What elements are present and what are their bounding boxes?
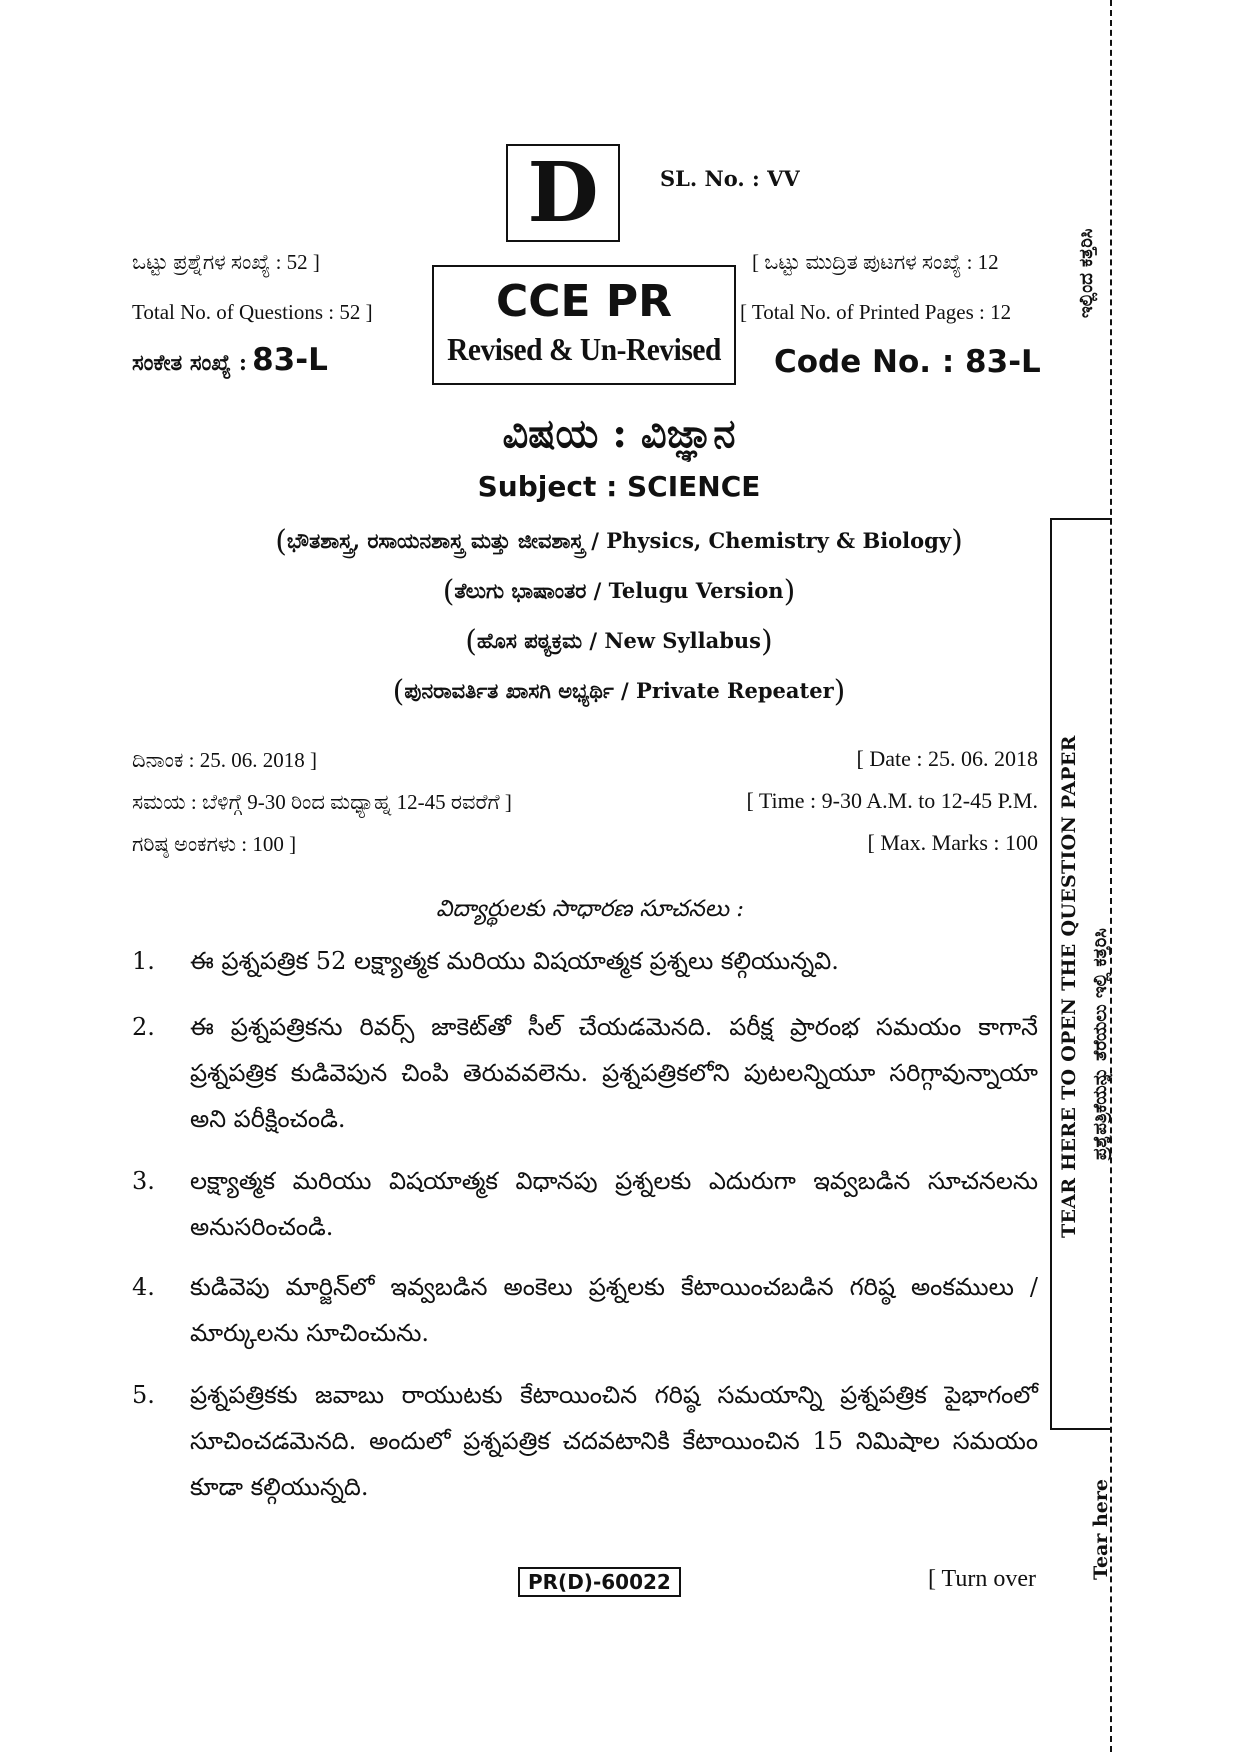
tear-label-kn: ಇಲ್ಲಿಂದ ಕತ್ತರಿಸಿ (1076, 228, 1097, 318)
instruction-item (132, 1158, 1038, 1250)
paper-code: PR(D)-60022 (518, 1567, 681, 1597)
subject-kn: ವಿಷಯ : ವಿಜ್ಞಾನ (502, 410, 736, 457)
syllabus-line: (ಹೊಸ ಪಠ್ಯಕ್ರಮ / New Syllabus) (465, 624, 773, 659)
instruction-text: ప్రశ్నపత్రికకు జవాబు రాయుటకు కేటాయించిన గరిష్ఠ సమయాన్ని ప్రశ్నపత్రిక పైభాగంలో సూచించడమెనది. అందులో ప్రశ్నపత్రిక చదవటానికి కేటాయించిన 15 నిమిషాల సమయం కూడా కల్గియున్నది. (190, 1381, 1038, 1501)
serial-number: SL. No. : VV (660, 166, 800, 191)
instruction-number: 3. (132, 1167, 155, 1195)
branches-line: (ಭೌತಶಾಸ್ತ್ರ, ರಸಾಯನಶಾಸ್ತ್ರ ಮತ್ತು ಜೀವಶಾಸ್ತ್ರ / Physics, Chemistry & Biology) (275, 524, 963, 559)
tear-here-label: Tear here (1090, 1479, 1112, 1580)
instruction-text: కుడివెపు మార్జిన్‌లో ఇవ్వబడిన అంకెలు ప్రశ్నలకు కేటాయించబడిన గరిష్ఠ అంకములు / మార్కులను సూచించును. (190, 1273, 1038, 1347)
cce-box (432, 265, 736, 385)
instruction-item (132, 1372, 1038, 1510)
total-questions-en: Total No. of Questions : 52 ] (132, 300, 373, 324)
date-kn: ದಿನಾಂಕ : 25. 06. 2018 ] (132, 748, 317, 772)
instruction-number: 1. (132, 947, 155, 975)
cce-subtitle: Revised & Un-Revised (447, 331, 721, 368)
branches-text: ಭೌತಶಾಸ್ತ್ರ, ರಸಾಯನಶಾಸ್ತ್ರ ಮತ್ತು ಜೀವಶಾಸ್ತ್ರ / Physics, Chemistry & Biology (286, 528, 952, 553)
code-value-kn: 83-L (252, 342, 328, 378)
instruction-number: 5. (132, 1381, 155, 1409)
candidate-line: (ಪುನರಾವರ್ತಿತ ಖಾಸಗಿ ಅಭ್ಯರ್ಥಿ / Private Repeater) (392, 674, 846, 709)
cce-title: CCE PR (495, 276, 673, 327)
marks-en: [ Max. Marks : 100 (867, 830, 1038, 855)
time-en: [ Time : 9-30 A.M. to 12-45 P.M. (746, 788, 1038, 813)
time-kn: ಸಮಯ : ಬೆಳಿಗ್ಗೆ 9-30 ರಿಂದ ಮಧ್ಯಾಹ್ನ 12-45 ರವರೆಗೆ ] (132, 790, 512, 814)
subject-en: Subject : SCIENCE (477, 470, 761, 503)
instruction-number: 4. (132, 1273, 155, 1301)
instructions-title: విద్యార్థులకు సాధారణ సూచనలు : (435, 896, 745, 922)
total-questions-kn: ಒಟ್ಟು ಪ್ರಶ್ನೆಗಳ ಸಂಖ್ಯೆ : 52 ] (132, 250, 320, 274)
code-number-en: Code No. : 83-L (774, 344, 1041, 380)
code-label-kn: ಸಂಕೇತ ಸಂಖ್ಯೆ : (132, 350, 248, 376)
version-text: ತೆಲುಗು ಭಾಷಾಂತರ / Telugu Version (454, 578, 784, 603)
total-pages-kn: [ ಒಟ್ಟು ಮುದ್ರಿತ ಪುಟಗಳ ಸಂಖ್ಯೆ : 12 (752, 250, 999, 274)
instruction-item (132, 1004, 1038, 1142)
tear-instruction: TEAR HERE TO OPEN THE QUESTION PAPER (1058, 735, 1080, 1238)
instruction-text: లక్ష్యాత్మక మరియు విషయాత్మక విధానపు ప్రశ్నలకు ఎదురుగా ఇవ్వబడిన సూచనలను అనుసరించండి. (190, 1167, 1038, 1241)
instruction-text: ఈ ప్రశ్నపత్రిక 52 లక్ష్యాత్మక మరియు విషయాత్మక ప్రశ్నలు కల్గియున్నవి. (190, 947, 839, 975)
tear-instruction-kn: ಪ್ರಶ್ನೆಪತ್ರಿಕೆಯನ್ನು ತೆರೆಯಲು ಇಲ್ಲಿ ಕತ್ತರಿಸಿ (1090, 928, 1111, 1160)
turn-over: [ Turn over (928, 1566, 1037, 1592)
instruction-text: ఈ ప్రశ్నపత్రికను రివర్స్ జాకెట్‌తో సీల్ చేయడమెనది. పరీక్ష ప్రారంభ సమయం కాగానే ప్రశ్నపత్రిక కుడివెపున చింపి తెరువవలెను. ప్రశ్నపత్రికలోని పుటలన్నియూ సరిగ్గావున్నాయా అని పరీక్షించండి. (190, 1013, 1038, 1133)
code-number-kn (132, 342, 328, 378)
total-pages-en: [ Total No. of Printed Pages : 12 (740, 300, 1012, 324)
version-line: (ತೆಲುಗು ಭಾಷಾಂತರ / Telugu Version) (442, 574, 796, 609)
date-en: [ Date : 25. 06. 2018 (856, 746, 1038, 771)
series-box (506, 144, 620, 242)
candidate-text: ಪುನರಾವರ್ತಿತ ಖಾಸಗಿ ಅಭ್ಯರ್ಥಿ / Private Repeater (404, 678, 834, 703)
marks-kn: ಗರಿಷ್ಠ ಅಂಕಗಳು : 100 ] (132, 832, 297, 856)
instruction-number: 2. (132, 1013, 155, 1041)
syllabus-text: ಹೊಸ ಪಠ್ಯಕ್ರಮ / New Syllabus (477, 628, 761, 653)
series-letter: D (527, 145, 599, 241)
instruction-item (132, 938, 1038, 984)
instruction-item (132, 1264, 1038, 1356)
